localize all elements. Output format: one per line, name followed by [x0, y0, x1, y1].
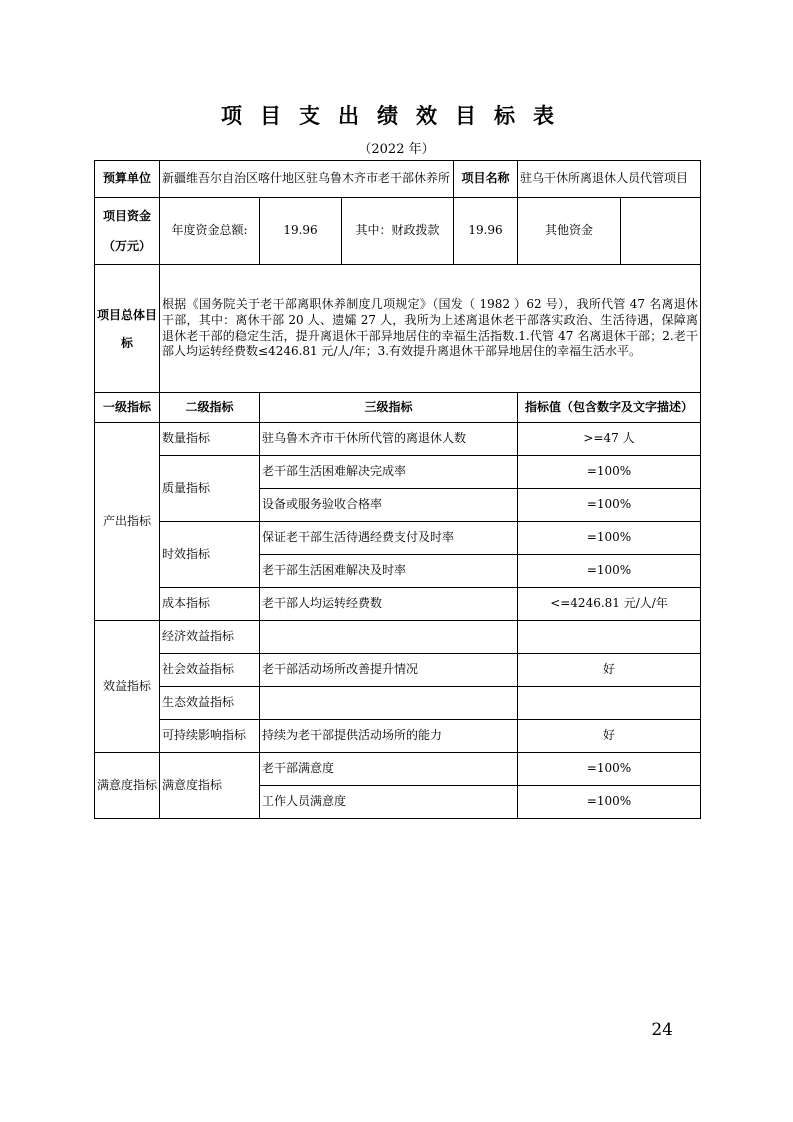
- column-level2: 二级指标: [160, 393, 260, 423]
- table-row: [95, 621, 701, 654]
- indicator-value: [518, 621, 701, 654]
- fiscal-value: 19.96: [454, 198, 518, 265]
- column-header-row: [95, 393, 701, 423]
- table-row: [95, 588, 701, 621]
- indicator-name: 持续为老干部提供活动场所的能力: [260, 720, 518, 753]
- indicator-value: 好: [518, 720, 701, 753]
- performance-target-table: [94, 160, 701, 819]
- benefit-indicator-label: 效益指标: [95, 621, 160, 753]
- annual-total-label: 年度资金总额:: [160, 198, 260, 265]
- column-value: 指标值（包含数字及文字描述）: [518, 393, 701, 423]
- other-funds-value: [621, 198, 701, 265]
- budget-unit-row: [95, 161, 701, 198]
- indicator-name: 老干部生活困难解决及时率: [260, 555, 518, 588]
- table-row: [95, 456, 701, 489]
- indicator-name: [260, 687, 518, 720]
- indicator-name: 老干部活动场所改善提升情况: [260, 654, 518, 687]
- funds-row: [95, 198, 701, 265]
- page-number: 24: [651, 1020, 673, 1040]
- page-title: 项目支出绩效目标表: [221, 104, 572, 128]
- table-row: [95, 720, 701, 753]
- quality-indicator-label: 质量指标: [160, 456, 260, 522]
- indicator-value: =100%: [518, 522, 701, 555]
- overall-goal-text: 根据《国务院关于老干部离职休养制度几项规定》（国发（ 1982 ）62 号），我所代管 47 名离退休干部，其中：离休干部 20 人、遗孀 27 人，我所为上述离退休老干部落实政治、生活待遇，保障离退休老干部的稳定生活，提升离退休干部异地居住的幸福生活指数.1.代管 47 名离退休干部；2.老干部人均运转经费数≤4246.81 元/人/年；3.有效提升离退休干部异地居住的幸福生活水平。: [160, 265, 701, 393]
- satisfaction-sub-label: 满意度指标: [160, 753, 260, 819]
- table-row: [95, 687, 701, 720]
- funds-label: [95, 198, 160, 265]
- budget-unit-value: 新疆维吾尔自治区喀什地区驻乌鲁木齐市老干部休养所: [160, 161, 454, 198]
- indicator-name: 老干部生活困难解决完成率: [260, 456, 518, 489]
- indicator-value: [518, 687, 701, 720]
- indicator-value: 好: [518, 654, 701, 687]
- indicator-value: >=47 人: [518, 423, 701, 456]
- project-name-value: 驻乌干休所离退休人员代管项目: [518, 161, 701, 198]
- budget-unit-label: 预算单位: [95, 161, 160, 198]
- funds-label-line1: 项目资金: [102, 209, 151, 223]
- year-label: （2022 年）: [358, 142, 435, 157]
- fiscal-label: 其中：财政拨款: [342, 198, 454, 265]
- cost-indicator-label: 成本指标: [160, 588, 260, 621]
- ecological-benefit-label: 生态效益指标: [160, 687, 260, 720]
- indicator-value: <=4246.81 元/人/年: [518, 588, 701, 621]
- annual-total-value: 19.96: [260, 198, 342, 265]
- project-name-label: 项目名称: [454, 161, 518, 198]
- social-benefit-label: 社会效益指标: [160, 654, 260, 687]
- satisfaction-indicator-label: 满意度指标: [95, 753, 160, 819]
- column-level3: 三级指标: [260, 393, 518, 423]
- indicator-name: 保证老干部生活待遇经费支付及时率: [260, 522, 518, 555]
- table-row: [95, 522, 701, 555]
- table-row: [95, 753, 701, 786]
- indicator-value: =100%: [518, 555, 701, 588]
- indicator-value: =100%: [518, 489, 701, 522]
- indicator-value: =100%: [518, 456, 701, 489]
- funds-label-line2: （万元）: [102, 239, 151, 253]
- indicator-name: 老干部满意度: [260, 753, 518, 786]
- indicator-name: 驻乌鲁木齐市干休所代管的离退休人数: [260, 423, 518, 456]
- column-level1: 一级指标: [95, 393, 160, 423]
- timeliness-indicator-label: 时效指标: [160, 522, 260, 588]
- indicator-name: [260, 621, 518, 654]
- indicator-name: 工作人员满意度: [260, 786, 518, 819]
- indicator-name: 设备或服务验收合格率: [260, 489, 518, 522]
- overall-goal-label: 项目总体目标: [95, 265, 160, 393]
- indicator-name: 老干部人均运转经费数: [260, 588, 518, 621]
- overall-goal-row: [95, 265, 701, 393]
- indicator-value: =100%: [518, 786, 701, 819]
- quantity-indicator-label: 数量指标: [160, 423, 260, 456]
- table-row: [95, 654, 701, 687]
- other-funds-label: 其他资金: [518, 198, 621, 265]
- economic-benefit-label: 经济效益指标: [160, 621, 260, 654]
- output-indicator-label: 产出指标: [95, 423, 160, 621]
- table-row: [95, 423, 701, 456]
- indicator-value: =100%: [518, 753, 701, 786]
- sustainable-impact-label: 可持续影响指标: [160, 720, 260, 753]
